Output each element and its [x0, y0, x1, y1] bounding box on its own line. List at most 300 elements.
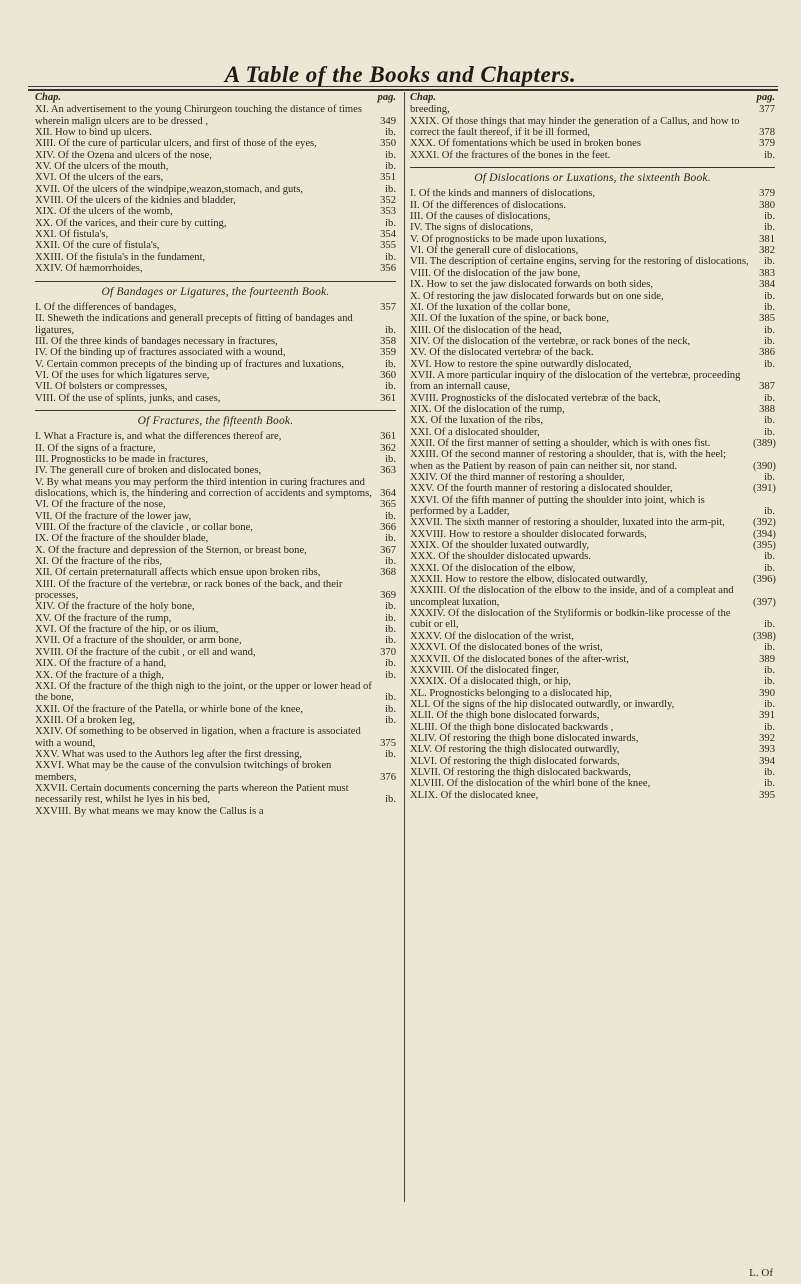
entry-text: XXXVIII. Of the dislocated finger,: [410, 664, 560, 676]
entry-text: XX. Of the varices, and their cure by cutting,: [35, 217, 227, 229]
entry-page: 368: [380, 567, 396, 579]
toc-entry: [35, 443, 396, 454]
entry-page: 360: [380, 369, 396, 381]
toc-entry: [410, 370, 775, 393]
entry-text: XXI. Of the fracture of the thigh nigh to the joint, or the upper or lower head of the bone,: [35, 680, 372, 704]
entry-text: V. By what means you may perform the third intention in curing fractures and dislocations, which is, the hindering and correction of accidents and symptoms,: [35, 476, 372, 499]
entry-page: ib.: [764, 698, 775, 710]
section-rule: [410, 167, 775, 168]
entry-text: XXV. Of the fourth manner of restoring a dislocated shoulder,: [410, 483, 673, 495]
toc-entry: [35, 545, 396, 556]
entry-text: IX. Of the fracture of the shoulder blade,: [35, 533, 209, 545]
entry-page: 391: [759, 710, 775, 722]
entry-page: 389: [759, 653, 775, 665]
entry-page: ib.: [764, 766, 775, 778]
toc-entry: [410, 722, 775, 733]
entry-page: 365: [380, 499, 396, 511]
toc-entry: [410, 188, 775, 199]
entry-page: ib.: [764, 721, 775, 733]
entry-page: ib.: [385, 217, 396, 229]
left-column: [35, 92, 396, 817]
toc-entry: [410, 688, 775, 699]
entry-page: 362: [380, 442, 396, 454]
toc-entry: [410, 404, 775, 415]
toc-entry: [410, 279, 775, 290]
entry-text: VIII. Of the dislocation of the jaw bone,: [410, 267, 581, 279]
entry-text: XVIII. Of the ulcers of the kidnies and bladder,: [35, 195, 236, 207]
toc-entry: [410, 116, 775, 139]
section-rule: [35, 281, 396, 282]
entry-text: XVIII. Of the fracture of the cubit , or ell and wand,: [35, 646, 256, 658]
entry-text: XXXII. How to restore the elbow, dislocated outwardly,: [410, 574, 648, 586]
toc-entry: [410, 790, 775, 801]
entry-page: 378: [759, 127, 775, 139]
toc-entry: [35, 381, 396, 392]
entry-page: ib.: [385, 324, 396, 336]
entry-text: XXIV. Of something to be observed in ligation, when a fracture is associated with a wound,: [35, 726, 361, 749]
toc-entry: [35, 195, 396, 206]
entry-page: ib.: [385, 453, 396, 465]
entry-text: XXI. Of a dislocated shoulder,: [410, 426, 540, 438]
column-head: [35, 92, 396, 103]
entry-page: (394): [753, 528, 776, 540]
entry-text: XLIX. Of the dislocated knee,: [410, 789, 539, 801]
entry-text: IV. Of the binding up of fractures associated with a wound,: [35, 347, 286, 359]
toc-entry: [35, 806, 396, 817]
entry-text: III. Prognosticks to be made in fractures,: [35, 453, 208, 465]
entry-page: ib.: [385, 127, 396, 139]
entry-text: breeding,: [410, 104, 450, 116]
toc-entry: [35, 601, 396, 612]
entry-page: 390: [759, 687, 775, 699]
entry-page: (390): [753, 460, 776, 472]
toc-entry: [410, 359, 775, 370]
entry-text: I. What a Fracture is, and what the differences thereof are,: [35, 431, 282, 443]
entry-page: 393: [759, 744, 775, 756]
entry-page: 361: [380, 431, 396, 443]
entry-page: ib.: [385, 533, 396, 545]
entry-page: 379: [759, 188, 775, 200]
toc-entry: [35, 127, 396, 138]
entry-text: XIX. Of the ulcers of the womb,: [35, 206, 173, 218]
toc-entry: [35, 704, 396, 715]
toc-entry: [410, 744, 775, 755]
entry-page: ib.: [385, 601, 396, 613]
toc-entry: [35, 715, 396, 726]
entry-page: 395: [759, 789, 775, 801]
entry-text: XLIII. Of the thigh bone dislocated backwards ,: [410, 721, 614, 733]
toc-entry: [35, 336, 396, 347]
toc-entry: [410, 585, 775, 608]
entry-text: IV. The signs of dislocations,: [410, 222, 534, 234]
entry-text: X. Of the fracture and depression of the Sternon, or breast bone,: [35, 544, 307, 556]
entry-text: XXXI. Of the dislocation of the elbow,: [410, 562, 576, 574]
entry-text: VI. Of the fracture of the nose,: [35, 499, 166, 511]
toc-entry: [35, 104, 396, 127]
entry-page: 367: [380, 544, 396, 556]
toc-entry: [35, 465, 396, 476]
entry-page: 388: [759, 403, 775, 415]
toc-entry: [410, 291, 775, 302]
entry-page: 377: [759, 104, 775, 116]
entry-text: XL. Prognosticks belonging to a dislocated hip,: [410, 687, 612, 699]
toc-entry: [410, 302, 775, 313]
toc-entry: [410, 438, 775, 449]
toc-entry: [35, 579, 396, 602]
entry-text: VII. Of the fracture of the lower jaw,: [35, 510, 192, 522]
entry-page: ib.: [764, 358, 775, 370]
toc-entry: [35, 613, 396, 624]
toc-entry: [410, 608, 775, 631]
toc-entry: [410, 472, 775, 483]
toc-entry: [35, 313, 396, 336]
entry-page: ib.: [764, 415, 775, 427]
toc-entry: [410, 710, 775, 721]
toc-entry: [35, 359, 396, 370]
entry-text: XII. Of the luxation of the spine, or back bone,: [410, 313, 609, 325]
toc-entry: [410, 767, 775, 778]
entry-page: ib.: [385, 748, 396, 760]
entry-text: V. Certain common precepts of the binding up of fractures and luxations,: [35, 358, 345, 370]
entry-text: XXV. What was used to the Authors leg after the first dressing,: [35, 748, 303, 760]
entry-text: XXII. Of the first manner of setting a shoulder, which is with ones fist.: [410, 437, 711, 449]
entry-page: ib.: [764, 562, 775, 574]
entry-text: VII. The description of certaine engins, serving for the restoring of dislocations,: [410, 256, 749, 268]
entry-page: ib.: [764, 290, 775, 302]
toc-entry: [410, 415, 775, 426]
entry-page: ib.: [385, 658, 396, 670]
toc-entry: [410, 756, 775, 767]
entry-page: 386: [759, 347, 775, 359]
entry-text: XXVI. Of the fifth manner of putting the shoulder into joint, which is performed by a Ladder,: [410, 494, 705, 518]
entry-text: XII. How to bind up ulcers.: [35, 127, 152, 139]
entry-text: II. Of the differences of dislocations.: [410, 199, 567, 211]
entry-text: XVI. Of the fracture of the hip, or os ilium,: [35, 624, 219, 636]
entry-text: XXIII. Of the second manner of restoring a shoulder, that is, with the heel; when as the Patient by reason of pain can neither sit, nor stand.: [410, 449, 727, 472]
toc-entry: [35, 263, 396, 274]
toc-entry: [410, 778, 775, 789]
entry-page: 376: [380, 771, 396, 783]
entry-text: I. Of the differences of bandages,: [35, 301, 177, 313]
entry-page: ib.: [385, 703, 396, 715]
entry-text: XIX. Of the fracture of a hand,: [35, 658, 167, 670]
entry-page: 352: [380, 195, 396, 207]
entry-page: ib.: [385, 358, 396, 370]
toc-entry: [35, 252, 396, 263]
toc-entry: [35, 511, 396, 522]
toc-entry: [35, 218, 396, 229]
toc-entry: [410, 211, 775, 222]
toc-entry: [410, 325, 775, 336]
entry-text: XXX. Of fomentations which be used in broken bones: [410, 138, 641, 150]
entry-text: XVII. Of the ulcers of the windpipe,weazon,stomach, and guts,: [35, 183, 304, 195]
entry-page: 361: [380, 392, 396, 404]
entry-text: III. Of the causes of dislocations,: [410, 211, 551, 223]
entry-text: XIII. Of the cure of particular ulcers, and first of those of the eyes,: [35, 138, 317, 150]
entry-text: XXVII. The sixth manner of restoring a shoulder, luxated into the arm-pit,: [410, 517, 725, 529]
toc-entry: [35, 302, 396, 313]
toc-entry: [410, 676, 775, 687]
toc-entry: [35, 431, 396, 442]
header-rule-thick: [28, 89, 778, 91]
toc-entry: [410, 699, 775, 710]
toc-entry: [410, 631, 775, 642]
pag-label: pag.: [377, 92, 396, 103]
entry-page: ib.: [385, 161, 396, 173]
entry-text: XVII. Of a fracture of the shoulder, or arm bone,: [35, 635, 242, 647]
entry-page: ib.: [385, 149, 396, 161]
entry-text: XXVII. Certain documents concerning the parts whereon the Patient must necessarily rest, whilst he lyes in his bed,: [35, 782, 349, 806]
entry-page: 356: [380, 263, 396, 275]
entry-page: ib.: [385, 381, 396, 393]
entry-text: IV. The generall cure of broken and dislocated bones,: [35, 465, 262, 477]
entry-page: 394: [759, 755, 775, 767]
catchword: L. Of: [749, 1267, 773, 1279]
page-header-title: A Table of the Books and Chapters.: [224, 62, 577, 87]
column-head: [410, 92, 775, 103]
entry-page: (396): [753, 574, 776, 586]
entry-page: 379: [759, 138, 775, 150]
toc-entry: [35, 522, 396, 533]
entry-page: ib.: [764, 551, 775, 563]
toc-entry: [35, 624, 396, 635]
toc-entry: [35, 567, 396, 578]
entry-page: ib.: [764, 256, 775, 268]
entry-text: XV. Of the ulcers of the mouth,: [35, 161, 169, 173]
entry-page: ib.: [385, 510, 396, 522]
entry-text: XX. Of the luxation of the ribs,: [410, 415, 543, 427]
entry-page: 358: [380, 335, 396, 347]
entry-text: XIV. Of the dislocation of the vertebræ, or rack bones of the neck,: [410, 335, 691, 347]
entry-page: (395): [753, 540, 776, 552]
entry-page: 385: [759, 313, 775, 325]
toc-entry: [35, 347, 396, 358]
toc-entry: [410, 517, 775, 528]
toc-entry: [35, 138, 396, 149]
entry-text: XXIV. Of the third manner of restoring a shoulder,: [410, 472, 625, 483]
entry-text: XXXIV. Of the dislocation of the Styliformis or bodkin-like processe of the cubit or ell,: [410, 608, 731, 631]
toc-entry: [410, 313, 775, 324]
entry-text: VI. Of the generall cure of dislocations,: [410, 245, 579, 257]
entry-page: ib.: [764, 149, 775, 161]
entry-text: XXXV. Of the dislocation of the wrist,: [410, 630, 574, 642]
entry-page: ib.: [385, 635, 396, 647]
column-divider: [404, 92, 405, 1202]
entry-page: ib.: [764, 619, 775, 631]
entry-page: ib.: [764, 211, 775, 223]
entry-text: III. Of the three kinds of bandages necessary in fractures,: [35, 335, 278, 347]
entry-text: II. Sheweth the indications and generall precepts of fitting of bandages and ligatures,: [35, 313, 353, 336]
entry-text: XVIII. Prognosticks of the dislocated vertebræ of the back,: [410, 392, 661, 404]
entry-page: ib.: [385, 794, 396, 806]
pag-label: pag.: [756, 92, 775, 103]
entry-page: 349: [380, 115, 396, 127]
entry-page: 370: [380, 646, 396, 658]
entry-page: ib.: [764, 335, 775, 347]
toc-entry: [410, 200, 775, 211]
entry-text: XXIX. Of the shoulder luxated outwardly,: [410, 540, 590, 552]
entry-text: XLIV. Of restoring the thigh bone dislocated inwards,: [410, 732, 639, 744]
entry-text: XIX. Of the dislocation of the rump,: [410, 403, 565, 415]
entry-text: XXII. Of the fracture of the Patella, or whirle bone of the knee,: [35, 703, 303, 715]
toc-entry: [410, 483, 775, 494]
toc-entry: [35, 229, 396, 240]
entry-page: ib.: [764, 324, 775, 336]
entry-page: 384: [759, 279, 775, 291]
entry-text: XX. Of the fracture of a thigh,: [35, 669, 164, 681]
entry-page: (392): [753, 517, 776, 529]
toc-entry: [35, 635, 396, 646]
toc-entry: [410, 733, 775, 744]
toc-entry: [35, 783, 396, 806]
toc-entry: [35, 370, 396, 381]
toc-entry: [35, 760, 396, 783]
entry-page: ib.: [764, 392, 775, 404]
entry-text: XXX. Of the shoulder dislocated upwards.: [410, 551, 591, 563]
toc-entry: [35, 556, 396, 567]
entry-text: XLVI. Of restoring the thigh dislocated forwards,: [410, 755, 620, 767]
entry-text: XII. Of certain preternaturall affects which ensue upon broken ribs,: [35, 567, 321, 579]
entry-text: XLI. Of the signs of the hip dislocated outwardly, or inwardly,: [410, 698, 675, 710]
entry-text: XXVIII. By what means we may know the Callus is a: [35, 805, 264, 817]
entry-text: XXIII. Of the fistula's in the fundament,: [35, 251, 206, 263]
toc-entry: [35, 477, 396, 500]
toc-entry: [35, 172, 396, 183]
entry-text: XIII. Of the dislocation of the head,: [410, 324, 562, 336]
entry-page: ib.: [764, 426, 775, 438]
section-title: Of Fractures, the fifteenth Book.: [137, 414, 294, 427]
entry-text: XXXIX. Of a dislocated thigh, or hip,: [410, 676, 571, 688]
entry-page: ib.: [385, 714, 396, 726]
entry-text: XXVI. What may be the cause of the convulsion twitchings of broken members,: [35, 760, 332, 783]
toc-entry: [410, 256, 775, 267]
toc-entry: [35, 206, 396, 217]
entry-text: XIV. Of the fracture of the holy bone,: [35, 601, 195, 613]
entry-text: XXII. Of the cure of fistula's,: [35, 240, 160, 252]
entry-page: 359: [380, 347, 396, 359]
entry-page: 364: [380, 488, 396, 499]
chap-label: Chap.: [410, 92, 436, 103]
entry-text: VI. Of the uses for which ligatures serve,: [35, 369, 210, 381]
toc-entry: [410, 234, 775, 245]
entry-text: XLII. Of the thigh bone dislocated forwards,: [410, 710, 600, 722]
entry-text: VII. Of bolsters or compresses,: [35, 381, 168, 393]
entry-page: ib.: [385, 183, 396, 195]
entry-page: ib.: [764, 472, 775, 483]
entry-text: XLV. Of restoring the thigh dislocated outwardly,: [410, 744, 620, 756]
entry-text: XIII. Of the fracture of the vertebræ, or rack bones of the back, and their processes,: [35, 578, 343, 602]
toc-entry: [35, 681, 396, 704]
entry-page: 387: [759, 381, 775, 393]
entry-text: XV. Of the fracture of the rump,: [35, 612, 172, 624]
toc-entry: [35, 533, 396, 544]
entry-page: 369: [380, 590, 396, 602]
entry-page: ib.: [764, 642, 775, 654]
entry-text: IX. How to set the jaw dislocated forwards on both sides,: [410, 279, 654, 291]
entry-page: ib.: [764, 301, 775, 313]
entry-text: XXIV. Of hæmorrhoides,: [35, 263, 143, 275]
toc-entry: [35, 499, 396, 510]
toc-entry: [35, 726, 396, 749]
entry-text: XXIX. Of those things that may hinder the generation of a Callus, and how to correct the fault thereof, if it be ill formed,: [410, 115, 740, 139]
toc-entry: [410, 540, 775, 551]
entry-text: XIV. Of the Ozena and ulcers of the nose,: [35, 149, 212, 161]
toc-entry: [410, 574, 775, 585]
entry-text: XI. Of the fracture of the ribs,: [35, 556, 163, 568]
toc-entry: [35, 658, 396, 669]
entry-page: 350: [380, 138, 396, 150]
entry-text: XV. Of the dislocated vertebræ of the back.: [410, 347, 594, 359]
entry-page: ib.: [385, 669, 396, 681]
entry-page: 382: [759, 245, 775, 257]
entry-page: ib.: [385, 251, 396, 263]
section-title: Of Dislocations or Luxations, the sixteenth Book.: [474, 172, 711, 185]
toc-entry: [410, 642, 775, 653]
entry-text: XVI. How to restore the spine outwardly dislocated,: [410, 358, 632, 370]
toc-entry: [35, 184, 396, 195]
entry-page: 363: [380, 465, 396, 477]
entry-page: 381: [759, 233, 775, 245]
entry-text: V. Of prognosticks to be made upon luxations,: [410, 233, 607, 245]
entry-text: XXXVII. Of the dislocated bones of the after-wrist,: [410, 653, 629, 665]
entry-text: II. Of the signs of a fracture,: [35, 442, 156, 454]
toc-entry: [410, 150, 775, 161]
entry-page: 354: [380, 229, 396, 241]
entry-text: X. Of restoring the jaw dislocated forwards but on one side,: [410, 290, 664, 302]
entry-text: I. Of the kinds and manners of dislocations,: [410, 188, 596, 200]
toc-entry: [410, 347, 775, 358]
entry-text: XVII. A more particular inquiry of the dislocation of the vertebræ, proceeding from an internall cause,: [410, 369, 741, 393]
toc-entry: [410, 495, 775, 518]
entry-page: 351: [380, 172, 396, 184]
toc-entry: [410, 563, 775, 574]
entry-page: ib.: [764, 222, 775, 234]
toc-entry: [35, 670, 396, 681]
entry-text: XVI. Of the ulcers of the ears,: [35, 172, 164, 184]
toc-entry: [35, 150, 396, 161]
entry-text: XXXI. Of the fractures of the bones in the feet.: [410, 149, 611, 161]
toc-entry: [35, 749, 396, 760]
toc-entry: [410, 336, 775, 347]
right-column: [410, 92, 775, 801]
entry-page: ib.: [385, 556, 396, 568]
entry-page: ib.: [764, 664, 775, 676]
entry-page: ib.: [385, 624, 396, 636]
entry-text: XXVIII. How to restore a shoulder dislocated forwards,: [410, 528, 647, 540]
entry-page: 355: [380, 240, 396, 252]
toc-entry: [410, 654, 775, 665]
entry-page: (389): [753, 437, 776, 449]
entry-page: (398): [753, 630, 776, 642]
entry-page: 383: [759, 267, 775, 279]
toc-entry: [410, 449, 775, 472]
entry-page: ib.: [764, 778, 775, 790]
toc-entry: [410, 138, 775, 149]
entry-page: ib.: [764, 676, 775, 688]
entry-text: XLVII. Of restoring the thigh dislocated backwards,: [410, 766, 631, 778]
header-rule: [28, 86, 778, 87]
entry-page: ib.: [385, 692, 396, 704]
chap-label: Chap.: [35, 92, 61, 103]
entry-text: XXXVI. Of the dislocated bones of the wrist,: [410, 642, 603, 654]
toc-entry: [410, 427, 775, 438]
entry-page: ib.: [385, 612, 396, 624]
toc-entry: [410, 393, 775, 404]
entry-text: XLVIII. Of the dislocation of the whirl bone of the knee,: [410, 778, 651, 790]
toc-entry: [410, 222, 775, 233]
section-rule: [35, 410, 396, 411]
entry-text: XI. An advertisement to the young Chirurgeon touching the distance of times wherein malign ulcers are to be dressed ,: [35, 104, 362, 127]
